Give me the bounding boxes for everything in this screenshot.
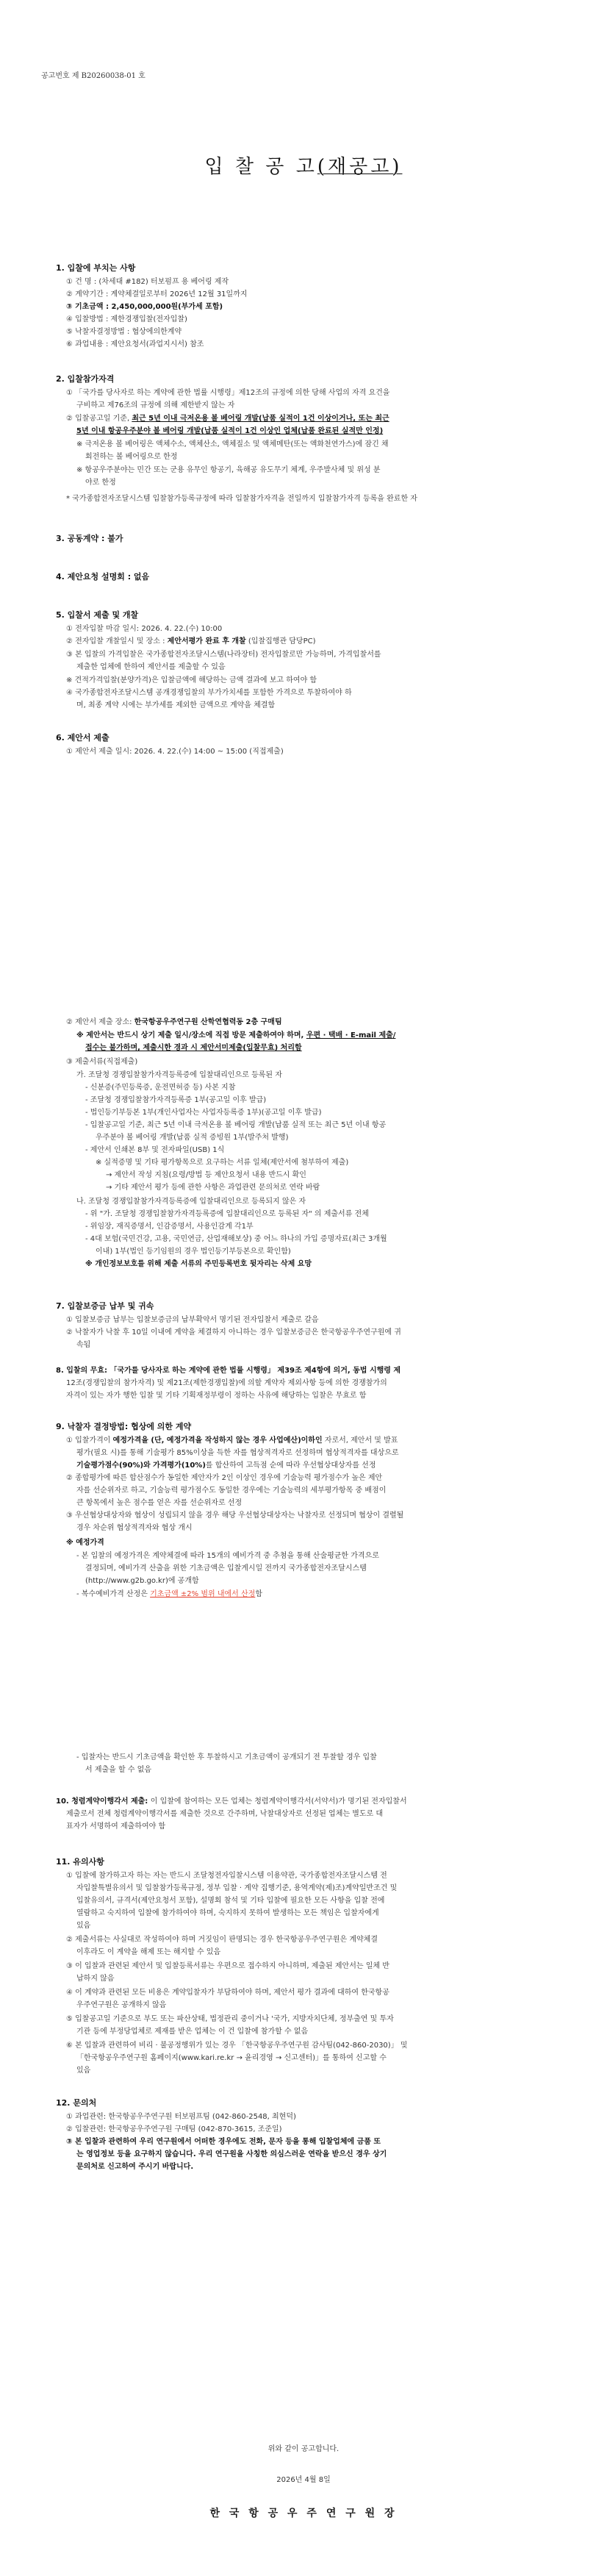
section-12-heading: 12. 문의처 (56, 2098, 97, 2108)
s2-line: ② 입찰공고일 기준, 최근 5년 이내 극저온용 볼 베어링 개발(납품 실적이 1건 이상이거나, 또는 최근 (66, 415, 389, 423)
s5-line: 며, 최종 계약 시에는 부가세를 제외한 금액으로 계약을 체결함 (76, 701, 276, 709)
s6-line: - 위 "가. 조달청 경쟁입찰참가자격등록증에 입찰대리인으로 등록된 자" 의 제출서류 전체 (85, 1210, 369, 1218)
s6-line: - 4대 보험(국민건강, 고용, 국민연금, 산업재해보상) 중 어느 하나의 가입 증명자료(최근 3개월 (85, 1235, 387, 1243)
s6-line: 이내) 1부(법인 등기임원의 경우 법인등기부등본으로 확인함) (96, 1248, 291, 1256)
s6-line: 나. 조달청 경쟁입찰참가자격등록증에 입찰대리인으로 등록되지 않은 자 (76, 1198, 306, 1206)
s1-item: ② 계약기간 : 계약체결일로부터 2026년 12월 31일까지 (66, 290, 248, 298)
s11-line: 열람하고 숙지하여 입찰에 참가하여야 하며, 숙지하지 못하여 발생하는 모든 책임은 입찰자에게 (76, 1909, 379, 1917)
s6-line: → 기타 제안서 평가 등에 관한 사항은 과업관련 문의처로 연락 바람 (106, 1184, 320, 1192)
s5-line: 제출한 업체에 한하여 제안서를 제출할 수 있음 (76, 663, 226, 671)
s6-line: ③ 제출서류(직접제출) (66, 1058, 138, 1066)
section-5-heading: 5. 입찰서 제출 및 개찰 (56, 610, 139, 620)
s6-line: → 제안서 작성 지침(요령/방법 등 제안요청서 내용 반드시 확인 (106, 1171, 306, 1179)
s11-line: 있음 (76, 2067, 91, 2075)
s5-line: ③ 본 입찰의 가격입찰은 국가종합전자조달시스템(나라장터) 전자입찰로만 가능하며, 가격입찰서를 (66, 651, 381, 659)
s9-line: - 복수예비가격 산정은 기초금액 ±2% 범위 내에서 산정함 (76, 1590, 262, 1598)
s11-line: ③ 이 입찰과 관련된 제안서 및 입찰등록서류는 우편으로 접수하지 아니하며, 제출된 제안서는 일체 반 (66, 1962, 389, 1970)
s11-line: 기관 등에 부정당업체로 제재를 받은 업체는 이 건 입찰에 참가할 수 없음 (76, 2028, 309, 2036)
s2-line: 구비하고 제76조의 규정에 의해 제한받지 않는 자 (76, 401, 235, 409)
s6-line: - 입찰공고일 기준, 최근 5년 이내 극저온용 볼 베어링 개발(납품 실적 또는 최근 5년 이내 항공 (85, 1121, 387, 1129)
s5-line: ※ 견적가격입찰(분양가격)은 입찰금액에 해당하는 금액 결과에 보고 하여야 함 (66, 676, 317, 684)
s1-item: ③ 기초금액 : 2,450,000,000원(부가세 포함) (66, 303, 223, 311)
section-7-heading: 7. 입찰보증금 납부 및 귀속 (56, 1301, 154, 1311)
s12-line: ② 입찰관련: 한국항공우주연구원 구매팀 (042-870-3615, 조준일) (66, 2125, 282, 2133)
s6-line: 접수는 불가하며, 제출시한 경과 시 제안서미제출(입찰무효) 처리함 (85, 1044, 302, 1052)
s9-line: 큰 항목에서 높은 점수를 얻은 자를 선순위자로 선정 (76, 1499, 243, 1507)
s6-line: ① 제안서 제출 일시: 2026. 4. 22.(수) 14:00 ~ 15:00 (직접제출) (66, 748, 284, 756)
s8-line: 자격이 있는 자가 행한 입찰 및 기타 기획재정부령이 정하는 사유에 해당하는 입찰은 무효로 함 (66, 1392, 367, 1400)
notice-number: 공고번호 제 B20260038-01 호 (41, 72, 146, 80)
s9-line: 평가(필요 시)를 통해 기술평가 85%이상을 득한 자를 협상적격자로 선정하며 협상적격자를 대상으로 (76, 1449, 399, 1457)
s6-line: ※ 개인정보보호를 위해 제출 서류의 주민등록번호 뒷자리는 삭제 요망 (85, 1260, 312, 1268)
s9-line: 서 제출을 할 수 없음 (85, 1766, 151, 1774)
s9-line: 결정되며, 예비가격 산출을 위한 기초금액은 입찰게시일 전까지 국가종합전자조달시스템 (85, 1564, 367, 1573)
s12-line: ① 과업관련: 한국항공우주연구원 터보펌프팀 (042-860-2548, 최현덕) (66, 2113, 296, 2121)
s6-line: 우주분야 볼 베어링 개발(납품 실적 증빙원 1부(발주처 발행) (96, 1134, 289, 1142)
s11-line: 납하지 않음 (76, 1975, 115, 1983)
section-1-heading: 1. 입찰에 부치는 사항 (56, 263, 136, 273)
s1-item: ⑥ 과업내용 : 제안요청서(과업지시서) 참조 (66, 340, 204, 348)
s8-line: 12조(경쟁입찰의 참가자격) 및 제21조(제한경쟁입찰)에 의할 계약자 제외사항 등에 의한 경쟁참가의 (66, 1379, 387, 1387)
s9-line: 기술평가점수(90%)와 가격평가(10%)를 합산하여 고득점 순에 따라 우선협상대상자를 선정 (76, 1461, 376, 1470)
s11-line: ④ 이 계약과 관련된 모든 비용은 계약입찰자가 부담하여야 하며, 제안서 평가 결과에 대하여 한국항공 (66, 1989, 389, 1997)
s9-line: ※ 예정가격 (66, 1539, 104, 1547)
section-6-heading: 6. 제안서 제출 (56, 733, 109, 743)
notice-date: 2026년 4월 8일 (276, 2476, 331, 2484)
s1-item: ① 건 명 : (차세대 #182) 터보펌프 용 베어링 제작 (66, 278, 229, 286)
s9-line: ② 종합평가에 따른 합산점수가 동일한 제안자가 2인 이상인 경우에 기술능력 평가점수가 높은 제안 (66, 1474, 383, 1482)
s7-line: ② 낙찰자가 낙찰 후 10일 이내에 계약을 체결하지 아니하는 경우 입찰보증금은 한국항공우주연구원에 귀 (66, 1328, 401, 1337)
s5-line: ② 전자입찰 개찰일시 및 장소 : 제안서평가 완료 후 개찰 (입찰집행관 담당PC) (66, 637, 316, 645)
s9-line: ③ 우선협상대상자와 협상이 성립되지 않을 경우 해당 우선협상대상자는 낙찰자로 선정되며 협상이 결렬될 (66, 1511, 404, 1520)
s1-item: ④ 입찰방법 : 제한경쟁입찰(전자입찰) (66, 315, 187, 323)
section-2-heading: 2. 입찰참가자격 (56, 374, 115, 384)
closing-statement: 위와 같이 공고합니다. (267, 2445, 340, 2453)
s2-line: ① 「국가를 당사자로 하는 계약에 관한 법률 시행령」제12조의 규정에 의한 당해 사업의 자격 요건을 (66, 389, 390, 397)
s11-line: ⑥ 본 입찰과 관련하여 비리 · 불공정행위가 있는 경우 「한국항공우주연구원 감사팀(042-860-2030)」 및 (66, 2042, 408, 2050)
s6-line: ② 제안서 제출 장소: 한국항공우주연구원 산학연협력동 2층 구매팀 (66, 1018, 282, 1026)
s6-line: ※ 제안서는 반드시 상기 제출 일시/장소에 직접 방문 제출하여야 하며, 우편 · 택배 · E-mail 제출/ (76, 1031, 396, 1040)
s11-line: 이후라도 이 계약을 해제 또는 해지할 수 있음 (76, 1948, 221, 1956)
s2-line: ※ 극저온용 볼 베어링은 액체수소, 액체산소, 액체질소 및 액체메탄(또는 액화천연가스)에 잠긴 채 (76, 440, 389, 448)
s2-line: 회전하는 볼 베어링으로 한정 (85, 453, 178, 461)
s11-line: 자입찰특별유의서 및 입찰참가등록규정, 정부 입찰 · 계약 집행기준, 용역계약(제)조)계약일반조건 및 (76, 1884, 398, 1892)
s10-line: 10. 청렴계약이행각서 제출: 이 입찰에 참여하는 모든 업체는 청렴계약이행각서(서약서)가 명기된 전자입찰서 (56, 1797, 407, 1806)
s6-line: - 신분증(주민등록증, 운전면허증 등) 사본 지참 (85, 1084, 236, 1092)
s6-line: 가. 조달청 경쟁입찰참가자격등록증에 입찰대리인으로 등록된 자 (76, 1071, 282, 1079)
s11-line: 입찰유의서, 규격서(제안요청서 포함), 설명회 참석 및 기타 입찰에 필요한 모든 사항을 입찰 전에 (76, 1897, 385, 1905)
s5-line: ④ 국가종합전자조달시스템 공개경쟁입찰의 부가가치세를 포함한 가격으로 투찰하여야 하 (66, 689, 352, 697)
s8-line: 8. 입찰의 무효: 「국가를 당사자로 하는 계약에 관한 법률 시행령」 제39조 제4항에 의거, 동법 시행령 제 (56, 1367, 401, 1375)
s12-line: ③ 본 입찰과 관련하여 우리 연구원에서 어떠한 경우에도 전화, 문자 등을 통해 입찰업체에 금품 또 (66, 2138, 381, 2146)
s6-line: - 조달청 경쟁입찰참가자격등록증 1부(공고일 이후 발급) (85, 1096, 267, 1104)
s11-line: ① 입찰에 참가하고자 하는 자는 반드시 조달청전자입찰시스템 이용약관, 국가종합전자조달시스템 전 (66, 1872, 387, 1880)
s6-line: - 제안서 인쇄본 8부 및 전자파일(USB) 1식 (85, 1146, 225, 1154)
s6-line: - 법인등기부등본 1부(개인사업자는 사업자등록증 1부)(공고일 이후 발급) (85, 1109, 322, 1117)
page-title (0, 151, 607, 179)
s9-line: - 입찰자는 반드시 기초금액을 확인한 후 투찰하시고 기초금액이 공개되기 전 투찰할 경우 입찰 (76, 1753, 377, 1761)
title-main: 입 찰 공 고 (204, 156, 317, 178)
section-11-heading: 11. 유의사항 (56, 1857, 104, 1867)
s11-line: ⑤ 입찰공고일 기준으로 부도 또는 파산상태, 법정관리 중이거나 '국가, 지방자치단체, 정부출연 및 투자 (66, 2015, 394, 2023)
issuer-signature: 한 국 항 공 우 주 연 구 원 장 (209, 2508, 398, 2519)
section-4-heading: 4. 제안요청 설명회 : 없음 (56, 572, 150, 582)
s2-line: 야로 한정 (85, 479, 116, 487)
section-3-heading: 3. 공동계약 : 불가 (56, 534, 123, 543)
s11-line: 우주연구원은 공개하지 않음 (76, 2001, 167, 2009)
s11-line: ② 제출서류는 사실대로 작성하여야 하며 거짓임이 판명되는 경우 한국항공우주연구원은 계약체결 (66, 1936, 378, 1944)
s2-line: ※ 항공우주분야는 민간 또는 군용 유무인 항공기, 육해공 유도무기 체계, 우주발사체 및 위성 분 (76, 466, 381, 474)
s5-line: ① 전자입찰 마감 일시: 2026. 4. 22.(수) 10:00 (66, 625, 223, 633)
title-sub: (재공고) (317, 156, 403, 178)
s6-line: ※ 실적증명 및 기타 평가항목으로 요구하는 서류 일체(제안서에 첨부하여 제출) (96, 1159, 349, 1167)
section-9-heading: 9. 낙찰자 결정방법: 협상에 의한 계약 (56, 1422, 192, 1431)
s12-line: 문의처로 신고하여 주시기 바랍니다. (76, 2163, 194, 2171)
s9-line: 자를 선순위자로 하고, 기술능력 평가점수도 동일한 경우에는 기술능력의 세부평가항목 중 배점이 (76, 1486, 387, 1495)
s7-line: 속됨 (76, 1341, 91, 1349)
s9-line: - 본 입찰의 예정가격은 계약체결에 따라 15개의 예비가격 중 추첨을 통해 산술평균한 가격으로 (76, 1552, 379, 1560)
s2-line: 5년 이내 항공우주분야 볼 베어링 개발(납품 실적이 1건 이상인 업체(납품 완료된 실적만 인정) (76, 427, 384, 435)
s9-line: (http://www.g2b.go.kr)에 공개함 (85, 1577, 199, 1585)
s9-line: 경우 차순위 협상적격자와 협상 개시 (76, 1524, 193, 1532)
s10-line: 표자가 서명하여 제출하여야 함 (66, 1822, 166, 1831)
s12-line: 는 영업정보 등을 요구하지 않습니다. 우리 연구원을 사칭한 의심스러운 연락을 받으신 경우 상기 (76, 2150, 387, 2158)
s11-line: 「한국항공우주연구원 홈페이지(www.kari.re.kr → 윤리경영 → 신고센터)」를 통하여 신고할 수 (76, 2054, 387, 2062)
s7-line: ① 입찰보증금 납부는 입찰보증금의 납부확약서 명기된 전자입찰서 제출로 갈음 (66, 1316, 319, 1324)
s1-item: ⑤ 낙찰자결정방법 : 협상에의한계약 (66, 328, 182, 336)
s10-line: 제출로서 전체 청렴계약이행각서를 제출한 것으로 간주하며, 낙찰대상자로 선정된 업체는 별도로 대 (66, 1810, 384, 1818)
s9-line: ① 입찰가격이 예정가격을 (단, 예정가격을 작성하지 않는 경우 사업예산)이하인 자로서, 제안서 및 발표 (66, 1437, 398, 1445)
s2-line: * 국가종합전자조달시스템 입찰참가등록규정에 따라 입찰참가자격을 전일까지 입찰참가자격 등록을 완료한 자 (66, 495, 417, 503)
s11-line: 있음 (76, 1922, 91, 1930)
s6-line: - 위임장, 재직증명서, 인감증명서, 사용인감계 각1부 (85, 1223, 254, 1231)
